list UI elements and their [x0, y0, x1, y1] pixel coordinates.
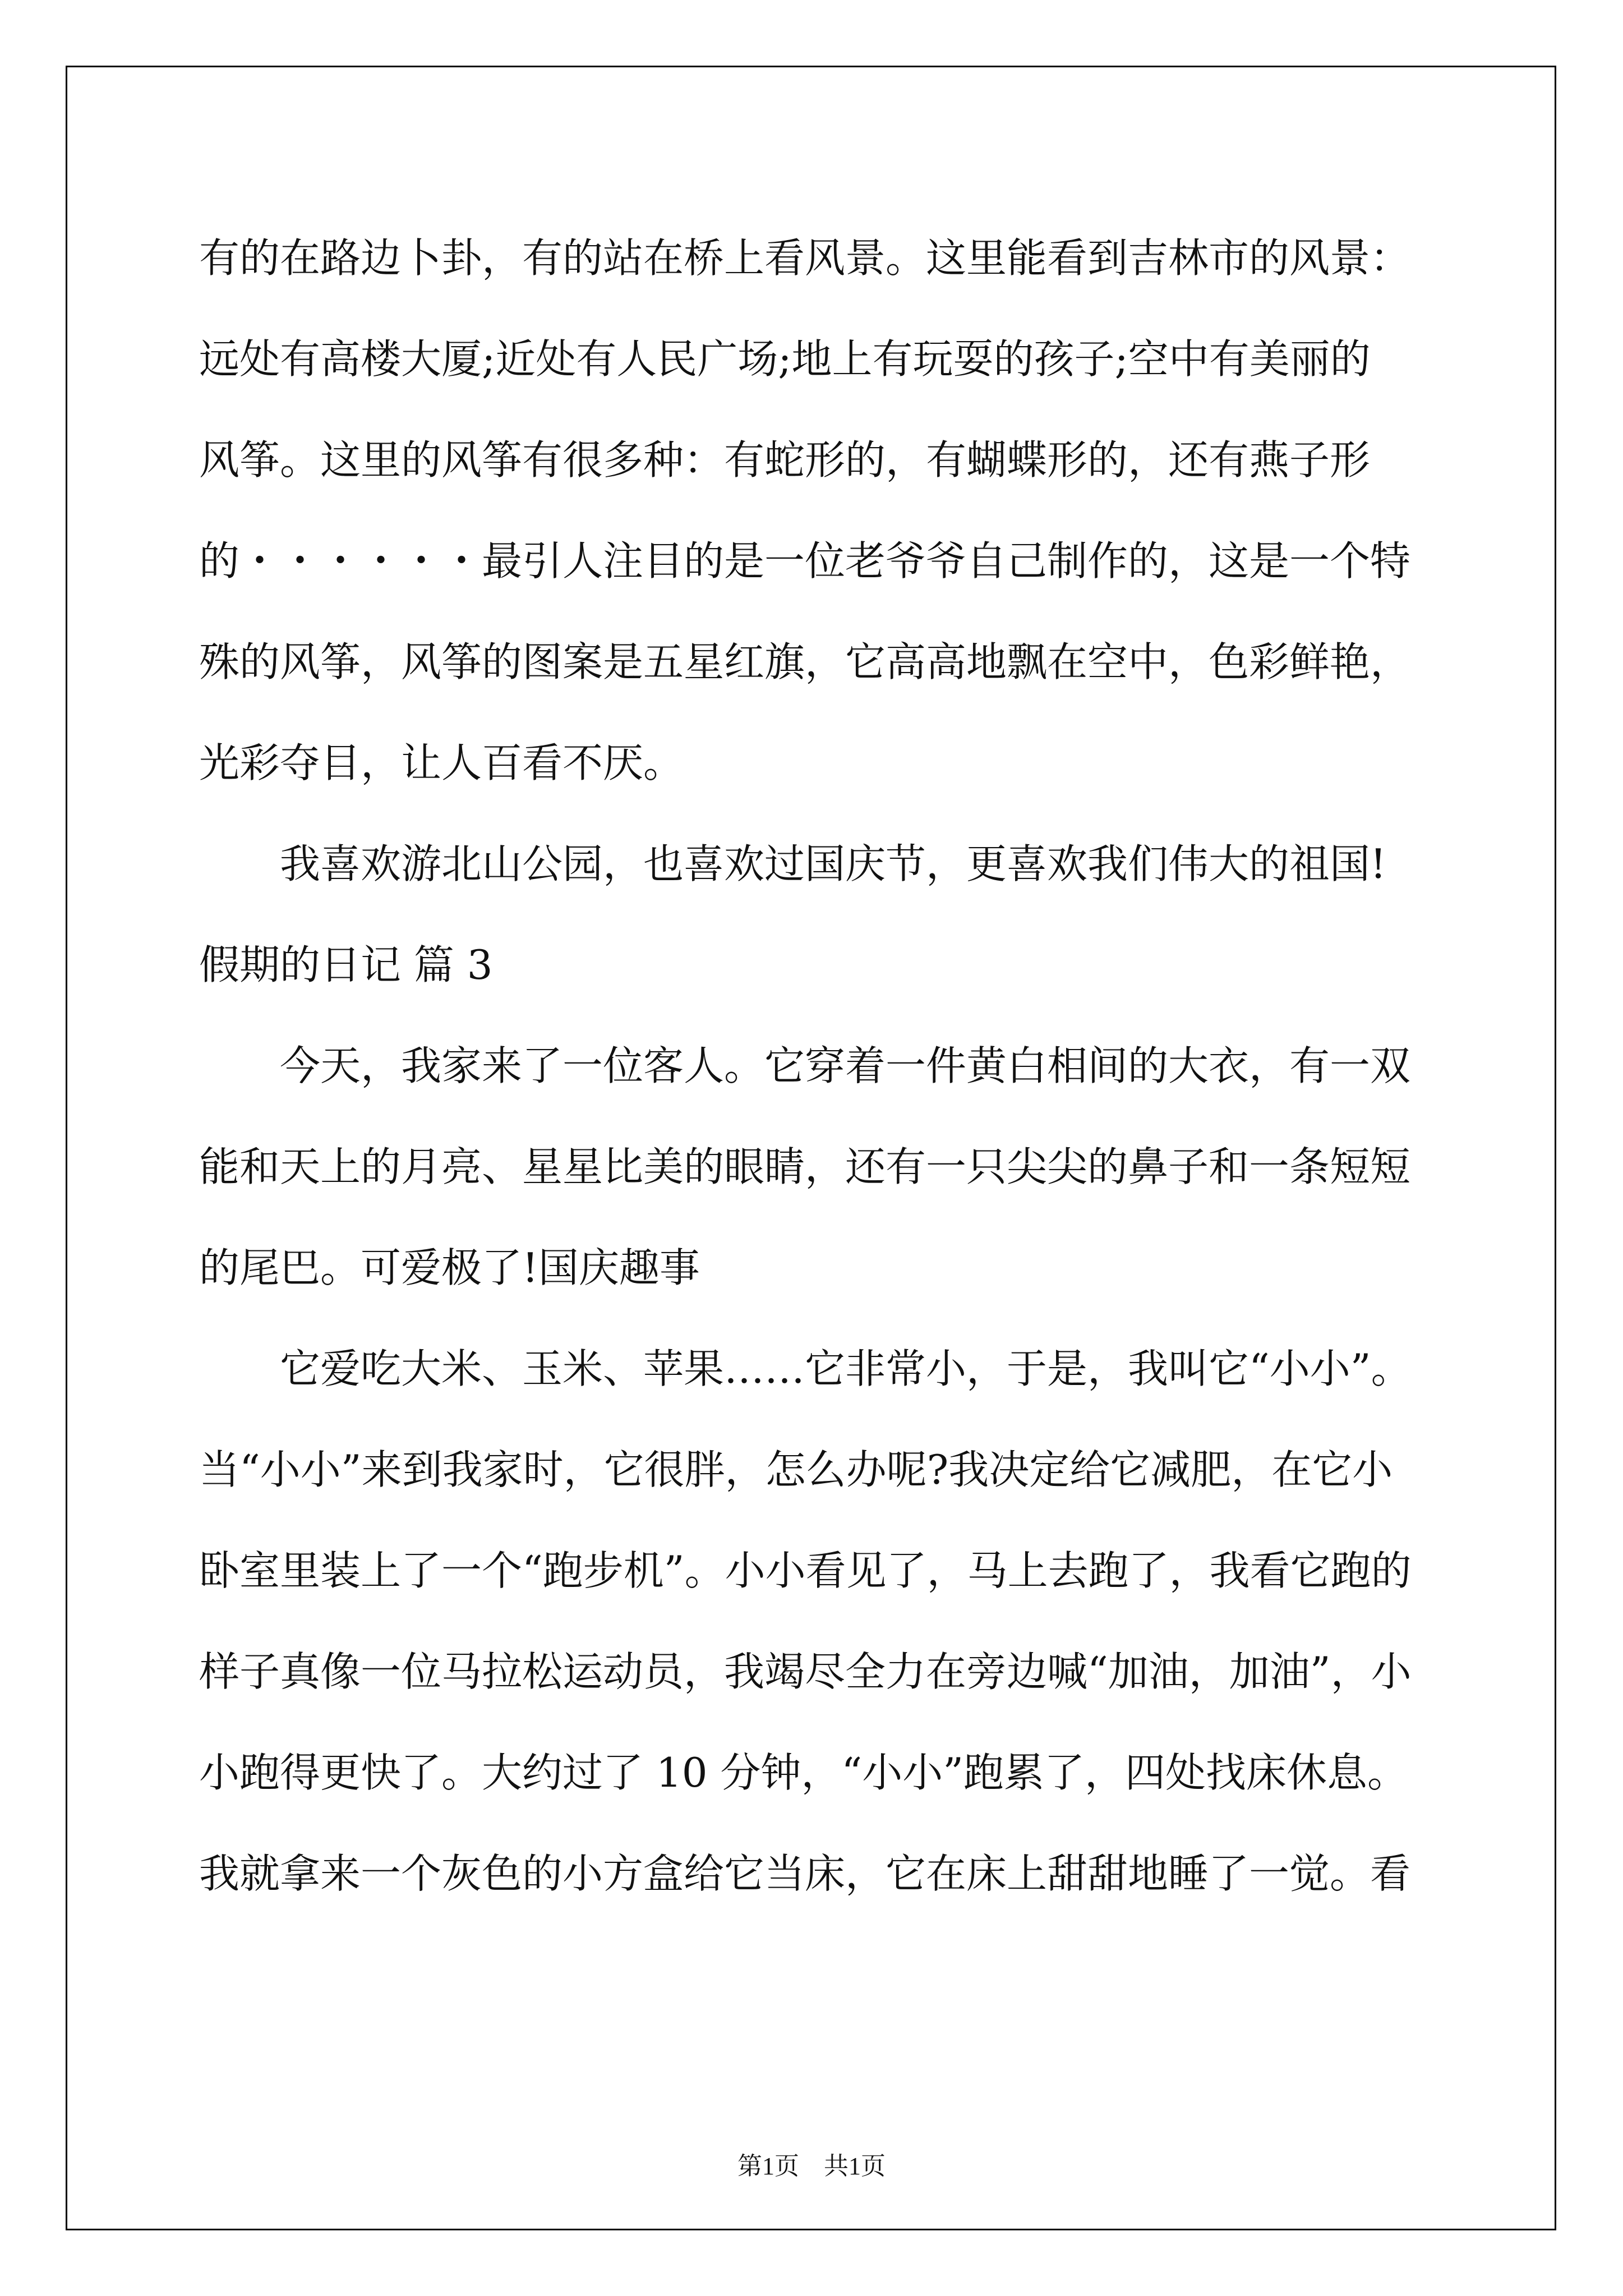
- text-line: 我就拿来一个灰色的小方盒给它当床，它在床上甜甜地睡了一觉。看: [199, 1850, 1411, 1897]
- section-heading: 假期的日记 篇 3: [199, 941, 493, 988]
- text-line: 能和天上的月亮、星星比美的眼睛，还有一只尖尖的鼻子和一条短短: [199, 1143, 1411, 1190]
- text-line: 我喜欢游北山公园，也喜欢过国庆节，更喜欢我们伟大的祖国!: [280, 840, 1386, 887]
- text-line: 当“小小”来到我家时，它很胖，怎么办呢?我决定给它减肥，在它小: [199, 1446, 1393, 1493]
- text-line: 的尾巴。可爱极了!国庆趣事: [199, 1244, 700, 1291]
- document-body: [199, 208, 1444, 1924]
- page-number-footer: 第1页 共1页: [737, 2152, 886, 2180]
- text-line: 它爱吃大米、玉米、苹果……它非常小，于是，我叫它“小小”。: [280, 1345, 1412, 1392]
- text-line: 今天，我家来了一位客人。它穿着一件黄白相间的大衣，有一双: [280, 1042, 1411, 1089]
- text-line: 远处有高楼大厦;近处有人民广场;地上有玩耍的孩子;空中有美丽的: [199, 335, 1371, 383]
- text-line: 样子真像一位马拉松运动员，我竭尽全力在旁边喊“加油，加油”，小: [199, 1648, 1412, 1695]
- text-line: 的・・・・・・最引人注目的是一位老爷爷自己制作的，这是一个特: [199, 537, 1411, 585]
- text-line: 有的在路边卜卦，有的站在桥上看风景。这里能看到吉林市的风景：: [199, 234, 1411, 282]
- text-line: 小跑得更快了。大约过了 10 分钟，“小小”跑累了，四处找床休息。: [199, 1749, 1408, 1796]
- text-line: 光彩夺目，让人百看不厌。: [199, 739, 684, 786]
- text-line: 风筝。这里的风筝有很多种：有蛇形的，有蝴蝶形的，还有燕子形: [199, 436, 1371, 484]
- text-line: 殊的风筝，风筝的图案是五星红旗，它高高地飘在空中，色彩鲜艳，: [199, 638, 1411, 685]
- text-line: 卧室里装上了一个“跑步机”。小小看见了，马上去跑了，我看它跑的: [199, 1547, 1412, 1594]
